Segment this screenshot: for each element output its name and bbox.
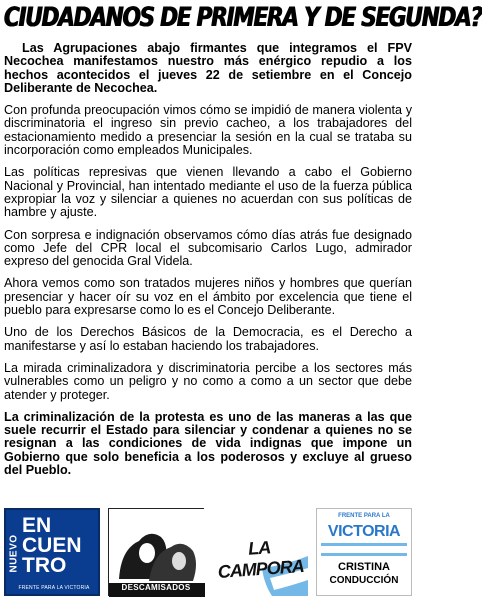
encuentro-line-1: EN [22, 514, 52, 537]
signatory-logos [4, 508, 412, 596]
descamisados-logo [108, 508, 204, 596]
fpv-victoria-label: VICTORIA [327, 523, 401, 540]
paragraph-4: Con sorpresa e indignación observamos cómo días atrás fue designado como Jefe del CPR local el subcomisario Carlos Lugo, admirador expreso del genocida Gral Videla. [4, 227, 412, 269]
paragraph-intro: Las Agrupaciones abajo firmantes que integramos el FPV Necochea manifestamos nuestro más enérgico repudio a los hechos acontecidos el jueves 22 de setiembre en el Concejo Deliberante de Necochea. [4, 41, 412, 95]
paragraph-3: Las políticas represivas que vienen llevando a cabo el Gobierno Nacional y Provincial, han intentado mediante el uso de la fuerza pública expropiar la voz y silenciar a quienes no acuerdan con sus políticas de hambre y ajuste. [4, 165, 412, 220]
paragraph-2: Con profunda preocupación vimos cómo se impidió de manera violenta y discriminatoria el ingreso sin previo cacheo, a los trabajadores del estacionamiento medido a presenciar la sesión en la cual se trataba su incorporación como empleados Municipales. [4, 103, 412, 158]
la-campora-logo [212, 508, 308, 596]
fpv-stripe [321, 553, 407, 556]
nuevo-label: NUEVO [8, 534, 20, 573]
fpv-stripe [321, 548, 407, 551]
encuentro-footer: FRENTE PARA LA VICTORIA [18, 585, 90, 591]
fpv-stripe [321, 543, 407, 546]
fpv-subtitle: CONDUCCIÓN [329, 575, 399, 586]
paragraph-6: Uno de los Derechos Básicos de la Democracia, es el Derecho a manifestarse y así lo estaban haciendo los trabajadores. [4, 325, 412, 353]
nuevo-encuentro-logo [4, 508, 100, 596]
descamisados-caption: DESCAMISADOS [121, 583, 191, 592]
paragraph-5: Ahora vemos como son tratados mujeres niños y hombres que querían presenciar y hacer oír su voz en el ámbito por excelencia que tiene el pueblo para expresarse como lo es el Concejo Deliberante. [4, 276, 412, 318]
la-campora-wordmark: LA CAMPORA [217, 537, 305, 582]
statement-body [4, 42, 412, 486]
paragraph-7: La mirada criminalizadora y discriminatoria percibe a los sectores más vulnerables como un peligro y no como a como a un sector que debe atender y proteger. [4, 360, 412, 402]
fpv-top-label: FRENTE PARA LA [338, 513, 390, 519]
encuentro-line-3: TRO [22, 554, 67, 577]
paragraph-conclusion: La criminalización de la protesta es uno de las maneras a las que suele recurrir el Estado para silenciar y condenar a quienes no se resignan a las condiciones de vida indignas que impone un Gobierno que solo beneficia a los poderosos y excluye al grueso del Pueblo. [4, 409, 412, 478]
encuentro-line-2: CUEN [22, 534, 82, 557]
headline: CIUDADANOS DE PRIMERA Y DE SEGUNDA? [4, 2, 482, 34]
fpv-cristina-logo [316, 508, 412, 596]
fpv-name: CRISTINA [338, 561, 390, 573]
